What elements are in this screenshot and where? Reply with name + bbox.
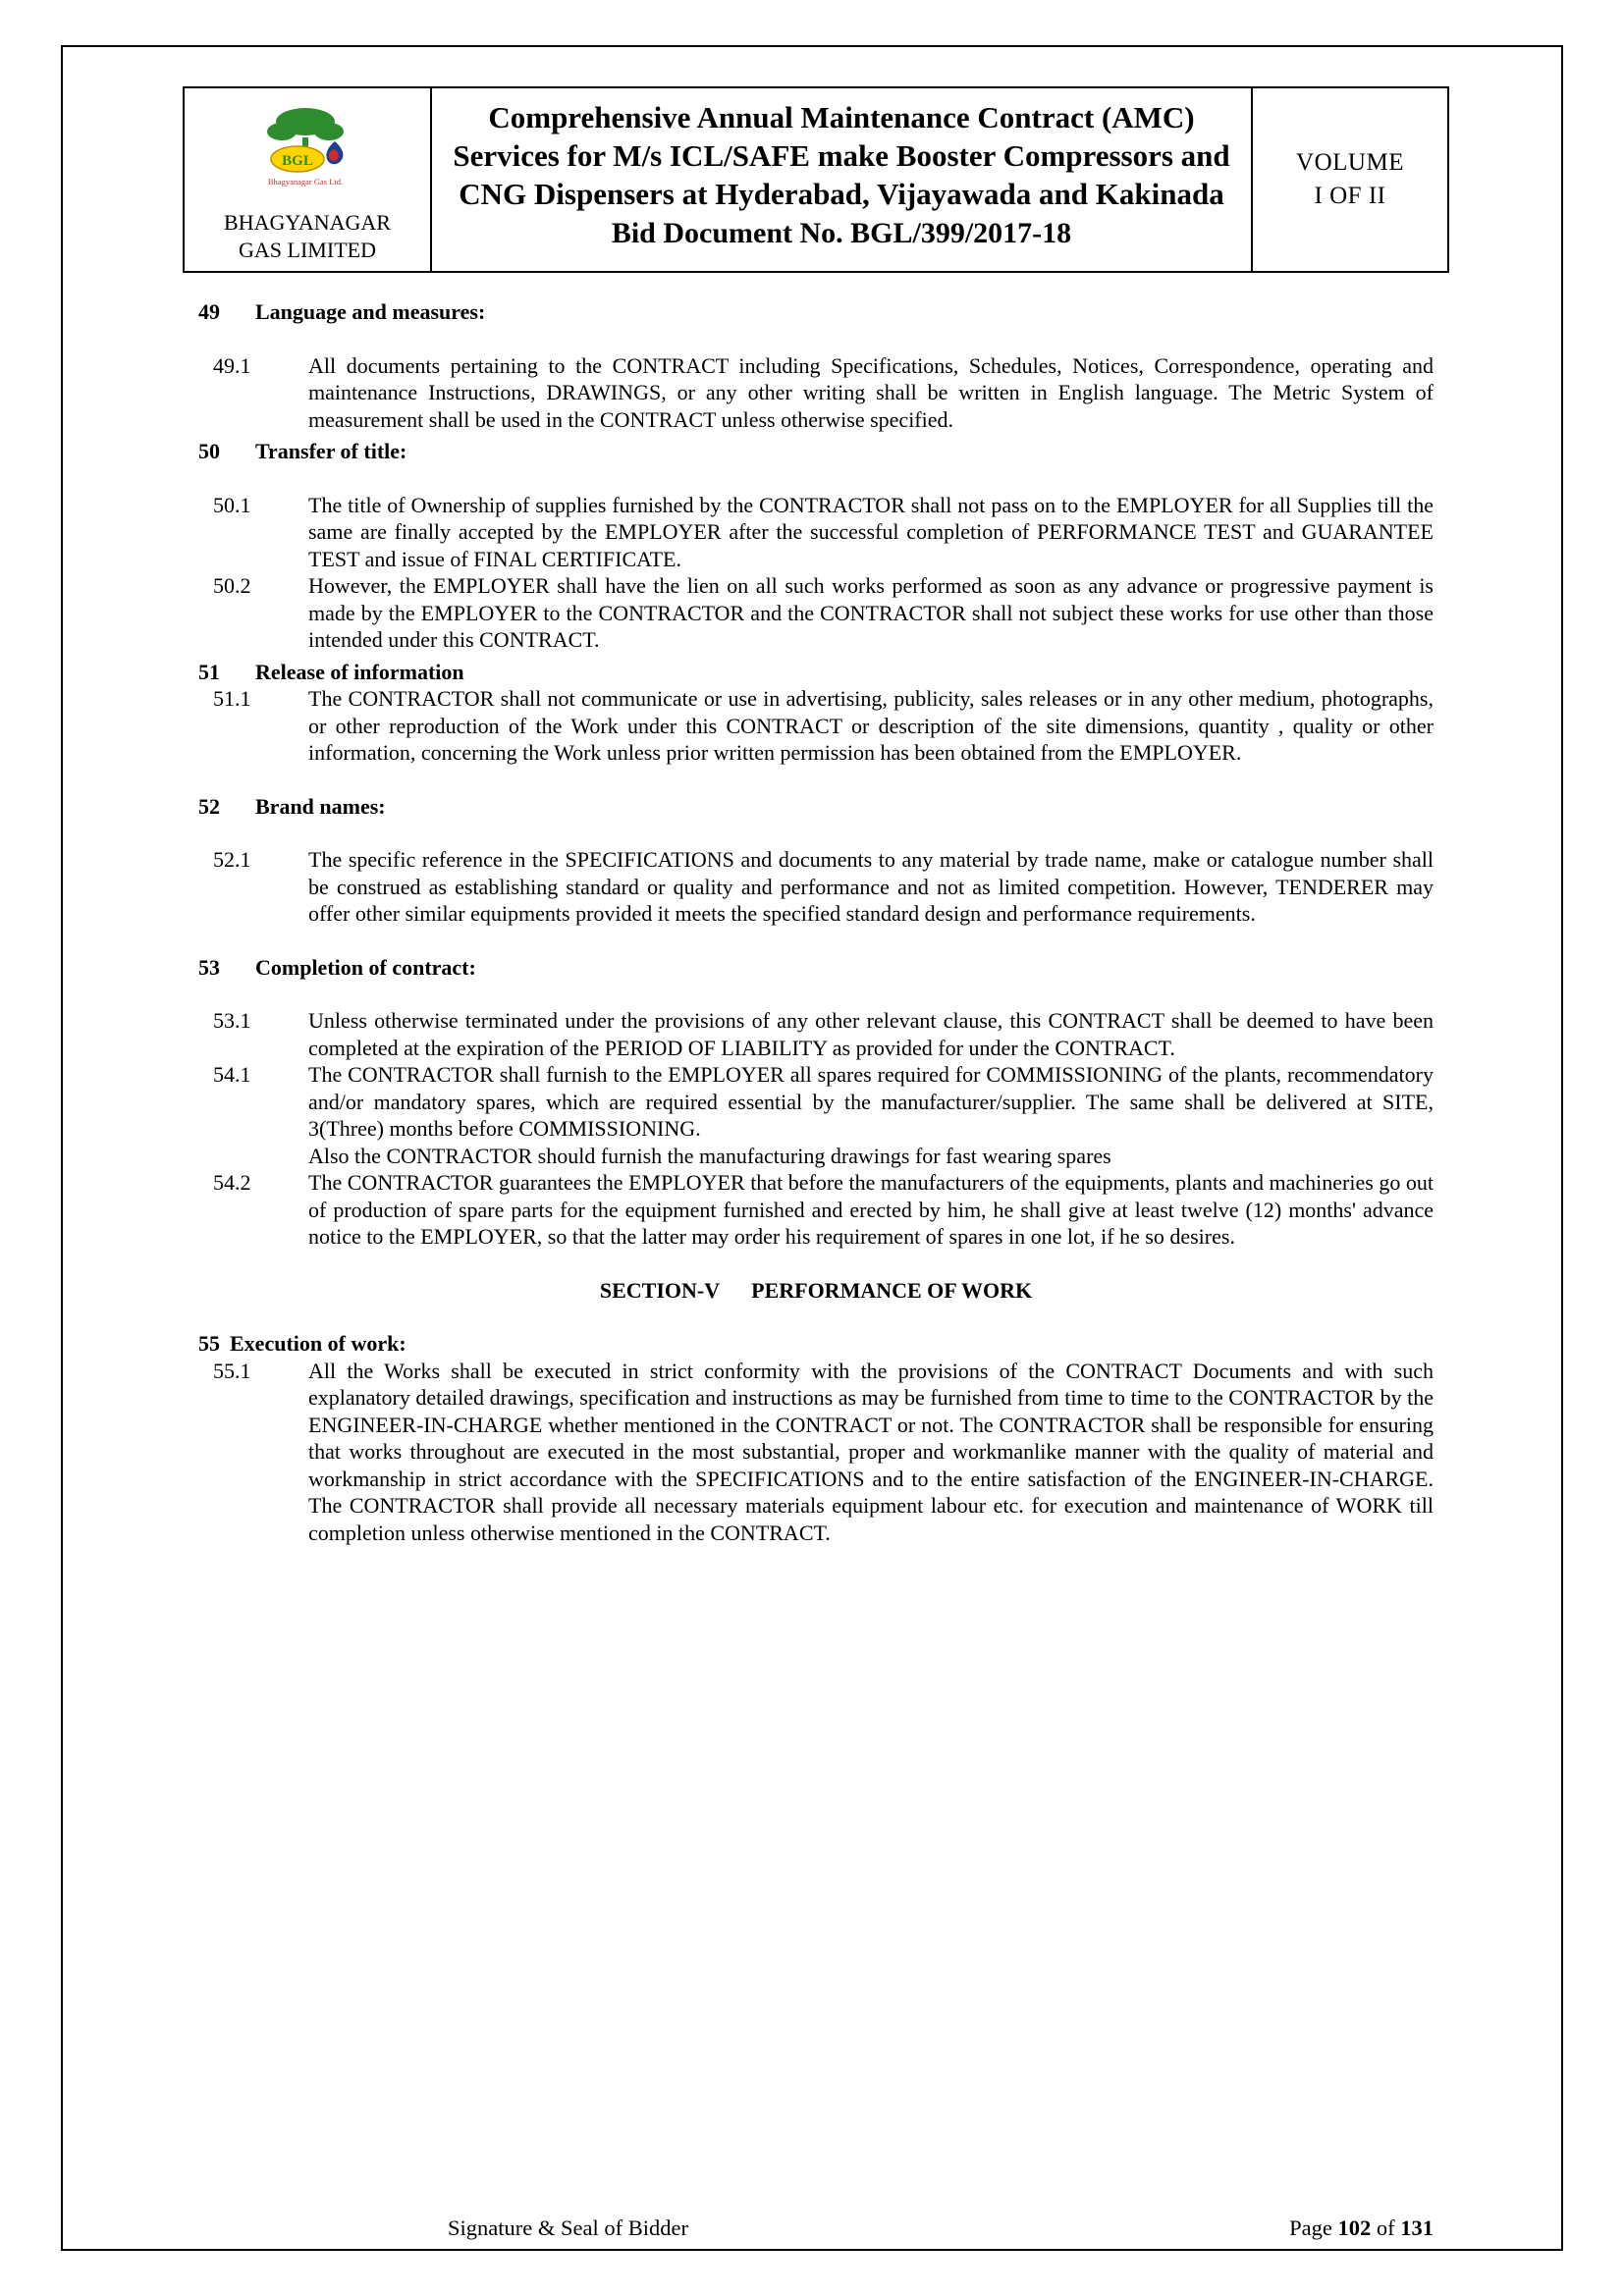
- section-number: 49: [198, 299, 220, 324]
- clause-52-1: [198, 846, 1434, 928]
- section-heading-49: [198, 298, 1434, 326]
- of-word: of: [1376, 2216, 1395, 2240]
- title-cell: [430, 88, 1253, 271]
- section-title-text: Completion of contract:: [255, 954, 476, 980]
- clause-55-1: [198, 1358, 1434, 1547]
- clause-number: 54.2: [213, 1170, 251, 1195]
- clause-text: [308, 1061, 1434, 1169]
- clause-number: 51.1: [213, 686, 251, 711]
- clause-number: 55.1: [213, 1358, 251, 1383]
- clause-number: 54.1: [213, 1062, 251, 1087]
- total-pages: 131: [1400, 2216, 1434, 2240]
- volume-line1: VOLUME: [1296, 149, 1404, 177]
- section-v-label: SECTION-V: [599, 1277, 721, 1303]
- section-number: 50: [198, 439, 220, 463]
- clause-text: However, the EMPLOYER shall have the lien on all such works performed as soon as any advance or progressive payment is made by the EMPLOYER to the CONTRACTOR and the CONTRACTOR shall not subject these works for use other than those intended under this CONTRACT.: [308, 573, 1434, 652]
- clause-number: 53.1: [213, 1008, 251, 1033]
- section-title-text: Execution of work:: [230, 1331, 406, 1356]
- clause-number: 50.1: [213, 492, 251, 517]
- clause-text: The CONTRACTOR guarantees the EMPLOYER that before the manufacturers of the equipments, plants and machineries go out of production of spare parts for the equipment furnished and erected by him, he shall give at least twelve (12) months' advance notice to the EMPLOYER, so that the latter may order his requirement of spares in one lot, if he so desires.: [308, 1170, 1434, 1249]
- page-number: 102: [1337, 2216, 1372, 2240]
- logo-tree-icon: [267, 108, 344, 149]
- clause-text: The CONTRACTOR shall not communicate or use in advertising, publicity, sales releases or in any other medium, photographs, or other reproduction of the Work under this CONTRACT or description of the site dimensions, quantity , quality or other information, concerning the Work unless prior written permission has been obtained from the EMPLOYER.: [308, 686, 1434, 765]
- clause-51-1: [198, 685, 1434, 767]
- clause-50-1: [198, 492, 1434, 573]
- clause-paragraph: The CONTRACTOR shall furnish to the EMPLOYER all spares required for COMMISSIONING of the plants, recommendatory and/or mandatory spares, which are required essential by the manufacturer/supplier. The same shall be delivered at SITE, 3(Three) months before COMMISSIONING.: [308, 1062, 1434, 1141]
- page-footer: [63, 2216, 1561, 2241]
- section-heading-52: [198, 793, 1434, 821]
- clause-53-1: [198, 1007, 1434, 1061]
- clause-text: The specific reference in the SPECIFICATIONS and documents to any material by trade name, make or catalogue number shall be construed as establishing standard or quality and performance and not as limited competition. However, TENDERER may offer other similar equipments provided it meets the specified standard design and performance requirements.: [308, 847, 1434, 926]
- clause-49-1: [198, 352, 1434, 434]
- section-number: 52: [198, 793, 220, 819]
- section-number: 55: [198, 1331, 220, 1356]
- volume-cell: [1253, 88, 1447, 271]
- document-header: [183, 86, 1449, 273]
- clause-text: All documents pertaining to the CONTRACT including Specifications, Schedules, Notices, Correspondence, operating and maintenance Instructions, DRAWINGS, or any other writing shall be written in English language. The Metric System of measurement shall be used in the CONTRACT unless otherwise specified.: [308, 352, 1434, 432]
- bgl-logo-icon: [247, 100, 367, 198]
- signature-line: Signature & Seal of Bidder: [448, 2216, 688, 2240]
- clause-number: 49.1: [213, 352, 251, 378]
- section-title-text: Release of information: [255, 659, 464, 684]
- section-heading-55: [198, 1330, 1434, 1358]
- volume-line2: I OF II: [1314, 183, 1386, 209]
- document-body: [198, 298, 1434, 1546]
- org-name-line1: BHAGYANAGAR: [224, 210, 391, 235]
- clause-text: Unless otherwise terminated under the provisions of any other relevant clause, this CONTRACT shall be deemed to have been completed at the expiration of the PERIOD OF LIABILITY as provided for under the CONTRACT.: [308, 1008, 1434, 1060]
- clause-number: 52.1: [213, 847, 251, 872]
- page-indicator: [1289, 2216, 1434, 2241]
- page-word: Page: [1289, 2216, 1332, 2240]
- clause-54-1: [198, 1061, 1434, 1169]
- logo-caption-text: Bhagyanagar Gas Ltd.: [267, 177, 344, 187]
- section-heading-51: [198, 659, 1434, 686]
- clause-continuation: Also the CONTRACTOR should furnish the manufacturing drawings for fast wearing spares: [308, 1143, 1111, 1168]
- bid-document-number: Bid Document No. BGL/399/2017-18: [611, 217, 1072, 250]
- page-border: [61, 45, 1563, 2251]
- logo-acronym-text: BGL: [282, 153, 313, 169]
- clause-text: All the Works shall be executed in strict conformity with the provisions of the CONTRACT Documents and with such explanatory detailed drawings, specification and instructions as may be furnished from time to time to the CONTRACTOR by the ENGINEER-IN-CHARGE whether mentioned in the CONTRACT or not. The CONTRACTOR shall be responsible for ensuring that works throughout are executed in the most substantial, proper and workmanlike manner with the quality of material and workmanship in strict accordance with the SPECIFICATIONS and to the entire satisfaction of the ENGINEER-IN-CHARGE. The CONTRACTOR shall provide all necessary materials equipment labour etc. for execution and maintenance of WORK till completion unless otherwise mentioned in the CONTRACT.: [308, 1358, 1434, 1545]
- section-number: 51: [198, 659, 220, 684]
- section-title-text: Transfer of title:: [255, 439, 407, 463]
- logo-flame-icon: [326, 141, 343, 164]
- clause-54-2: [198, 1169, 1434, 1251]
- section-v-heading: [198, 1277, 1434, 1305]
- section-heading-50: [198, 438, 1434, 465]
- document-title: Comprehensive Annual Maintenance Contract (AMC) Services for M/s ICL/SAFE make Booster Compressors and CNG Dispensers at Hyderabad, Vijayawada and Kakinada: [453, 100, 1230, 212]
- clause-text: The title of Ownership of supplies furnished by the CONTRACTOR shall not pass on to the EMPLOYER for all Supplies till the same are finally accepted by the EMPLOYER after the successful completion of PERFORMANCE TEST and GUARANTEE TEST and issue of FINAL CERTIFICATE.: [308, 492, 1434, 571]
- section-v-name: PERFORMANCE OF WORK: [751, 1277, 1033, 1303]
- section-title-text: Language and measures:: [255, 299, 486, 324]
- section-number: 53: [198, 954, 220, 980]
- clause-number: 50.2: [213, 573, 251, 598]
- logo-cell: [185, 88, 430, 271]
- section-heading-53: [198, 954, 1434, 982]
- clause-50-2: [198, 572, 1434, 654]
- section-title-text: Brand names:: [255, 793, 386, 819]
- org-name-line2: GAS LIMITED: [239, 237, 376, 262]
